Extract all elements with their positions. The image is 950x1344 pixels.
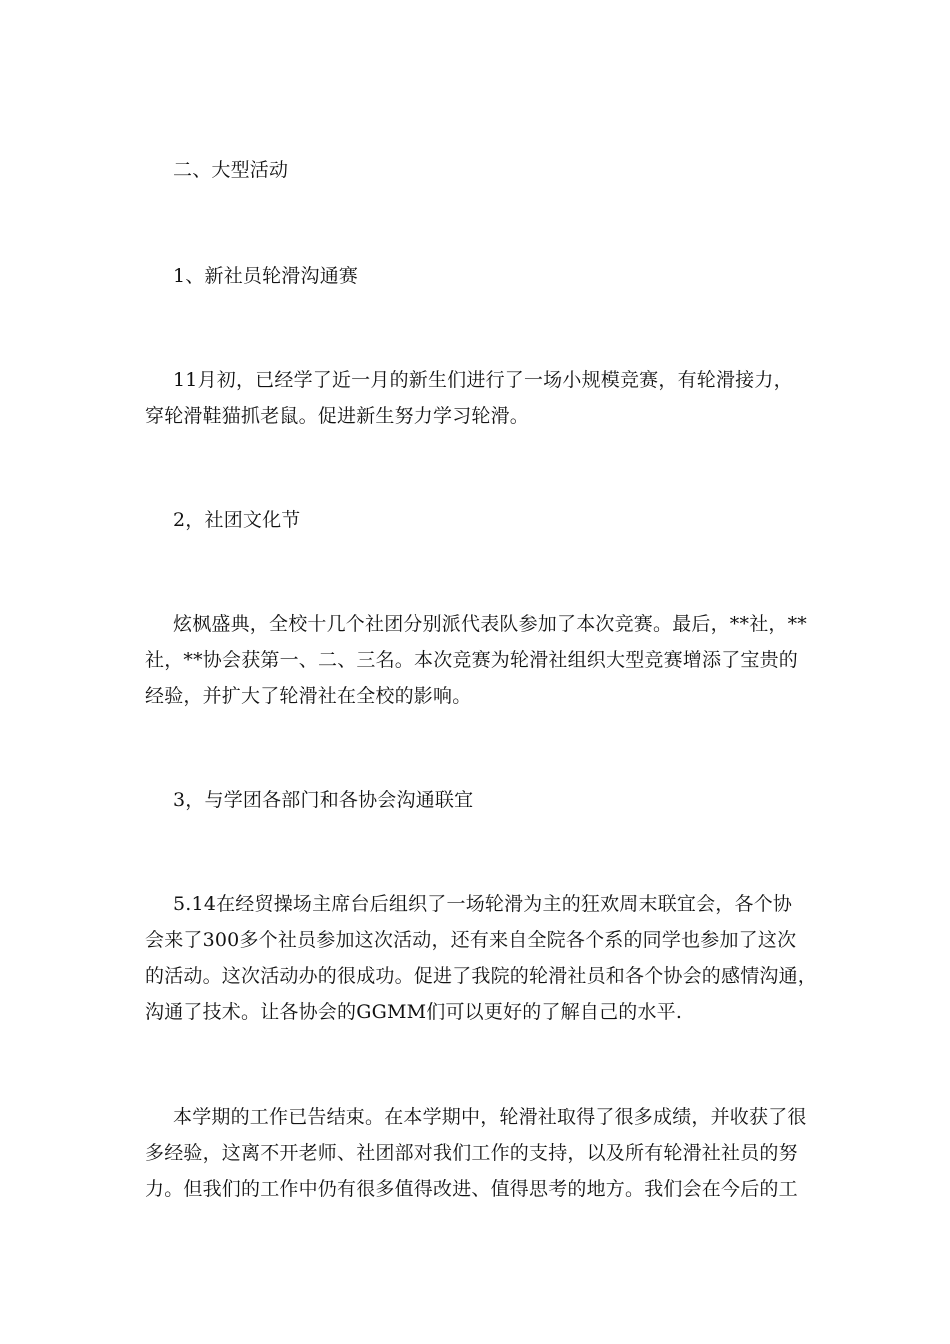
item2-line-1: 炫枫盛典，全校十几个社团分别派代表队参加了本次竞赛。最后，**社，** [173,613,808,635]
item1-line-2: 穿轮滑鞋猫抓老鼠。促进新生努力学习轮滑。 [145,405,530,427]
item2-line-3: 经验，并扩大了轮滑社在全校的影响。 [145,685,472,707]
conclusion-line-2: 多经验，这离不开老师、社团部对我们工作的支持，以及所有轮滑社社员的努 [145,1142,798,1164]
conclusion-line-1: 本学期的工作已告结束。在本学期中，轮滑社取得了很多成绩，并收获了很 [173,1106,807,1128]
item3-line-3: 的活动。这次活动办的很成功。促进了我院的轮滑社员和各个协会的感情沟通， [145,965,818,987]
item3-line-1: 5.14在经贸操场主席台后组织了一场轮滑为主的狂欢周末联宜会，各个协 [173,893,793,915]
item3-title: 3，与学团各部门和各协会沟通联宜 [173,789,474,811]
item2-title: 2，社团文化节 [173,509,301,531]
item3-line-4: 沟通了技术。让各协会的GGMM们可以更好的了解自己的水平. [145,1001,683,1023]
item2-line-2: 社，**协会获第一、二、三名。本次竞赛为轮滑社组织大型竞赛增添了宝贵的 [145,649,799,671]
section-heading: 二、大型活动 [173,159,289,181]
item3-line-2: 会来了300多个社员参加这次活动，还有来自全院各个系的同学也参加了这次 [145,929,797,951]
item1-line-1: 11月初，已经学了近一月的新生们进行了一场小规模竞赛，有轮滑接力， [173,369,793,391]
item1-title: 1、新社员轮滑沟通赛 [173,265,359,287]
conclusion-line-3: 力。但我们的工作中仍有很多值得改进、值得思考的地方。我们会在今后的工 [145,1178,798,1200]
